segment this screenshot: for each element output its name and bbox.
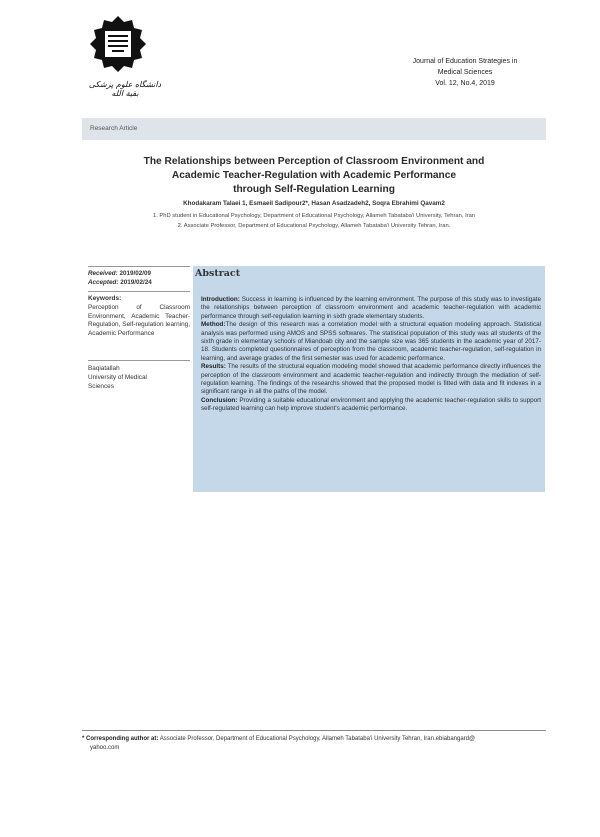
publisher-line1: Baqiatallah <box>88 365 120 372</box>
method-text: The design of this research was a correlation model with a structural equation modeling approach. Statistical analysis was performed using AMOS and SPSS softwares. The statistical population of this study was all students of the sixth grade in elementary schools of Miandoab city and the sample size was 365 students in the academic year of 2017-18. Students completed questionnaires of perception from the classroom, academic teacher-regulation, self-regulation in learning, and average grades of the first semester was used for academic performance. <box>201 321 541 362</box>
abstract-heading: Abstract <box>195 268 241 279</box>
keywords-text: Perception of Classroom Environment, Academic Teacher-Regulation, Self-regulation learning, Academic Performance <box>88 304 190 337</box>
title-line2: Academic Teacher-Regulation with Academic Performance <box>171 170 457 181</box>
publisher-line2: University of Medical <box>88 374 147 381</box>
publisher-info <box>88 364 190 391</box>
footnote-text: Associate Professor, Department of Educational Psychology, Allameh Tabataba'i University Tehran, Iran.ebiabangard@ <box>159 736 476 742</box>
title-line3: through Self-Regulation Learning <box>233 184 395 195</box>
divider <box>88 266 190 267</box>
journal-info <box>380 56 550 89</box>
article-type-band <box>82 118 546 140</box>
article-title <box>82 155 546 197</box>
method-label: Method: <box>201 321 226 329</box>
abstract-conclusion <box>201 397 541 414</box>
article-dates <box>88 269 190 287</box>
title-line1: The Relationships between Perception of Classroom Environment and <box>143 156 485 167</box>
journal-name-line1: Journal of Education Strategies in <box>412 58 518 65</box>
keywords-label: Keywords: <box>88 295 122 302</box>
divider <box>88 360 190 361</box>
conclusion-text: Providing a suitable educational environment and applying the academic teacher-regulation skills to support self-regulated learning can help improve student's academic performance. <box>201 396 541 413</box>
journal-name-line2: Medical Sciences <box>437 69 493 76</box>
university-emblem-icon <box>88 14 148 80</box>
footnote-label: * Corresponding author at: <box>82 736 159 742</box>
footnote-email-cont: yahoo.com <box>90 745 120 751</box>
abstract-results <box>201 363 541 397</box>
results-text: The results of the structural equation modeling model showed that academic performance directly influences the perception of the classroom environment and academic teacher-regulation and indirectly through the mediation of self-regulation learning. The findings of the researchs showed that the proposed model is fitted with data and fit indexes in a significant range in all the paths of the model. <box>201 363 542 396</box>
accepted-date <box>88 278 190 287</box>
accepted-value: 2019/02/24 <box>120 279 152 286</box>
received-value: 2019/02/09 <box>119 270 152 277</box>
publisher-line3: Sciences <box>88 383 114 390</box>
introduction-text: Success in learning is influenced by the learning environment. The purpose of this study was to investigate the relationships between perception of classroom environment and academic teacher-regulation with academic performance through self-regulation learning in sixth grade elementary students. <box>201 296 542 320</box>
affiliations <box>82 211 546 231</box>
conclusion-label: Conclusion: <box>201 396 238 404</box>
introduction-label: Introduction: <box>201 296 240 303</box>
abstract-introduction <box>201 296 541 321</box>
corresponding-author-footnote <box>82 735 546 753</box>
divider <box>88 291 190 292</box>
article-type: Research Article <box>90 125 138 132</box>
footnote-rule <box>82 730 546 731</box>
results-label: Results: <box>201 363 226 371</box>
authors: Khodakaram Talaei 1, Esmaeil Sadipour2*, Hasan Asadzadeh2, Soqra Ebrahimi Qavam2 <box>183 200 445 207</box>
university-logo <box>88 14 148 80</box>
received-label: Received: <box>88 270 118 277</box>
journal-volume: Vol. 12, No.4, 2019 <box>435 80 495 87</box>
affiliation-1: 1. PhD student in Educational Psychology, Department of Educational Psychology, Allameh Tabataba'i University, Tehran, Iran <box>152 213 476 219</box>
abstract-method <box>201 321 541 363</box>
received-date <box>88 269 190 278</box>
affiliation-2: 2. Associate Professor, Department of Educational Psychology, Allameh Tabataba'i University Tehran, Iran. <box>177 223 451 229</box>
logo-caption: دانشگاه علوم پزشکی بقیة الله <box>88 80 162 98</box>
abstract-body <box>201 296 541 414</box>
accepted-label: Accepted: <box>88 279 119 286</box>
